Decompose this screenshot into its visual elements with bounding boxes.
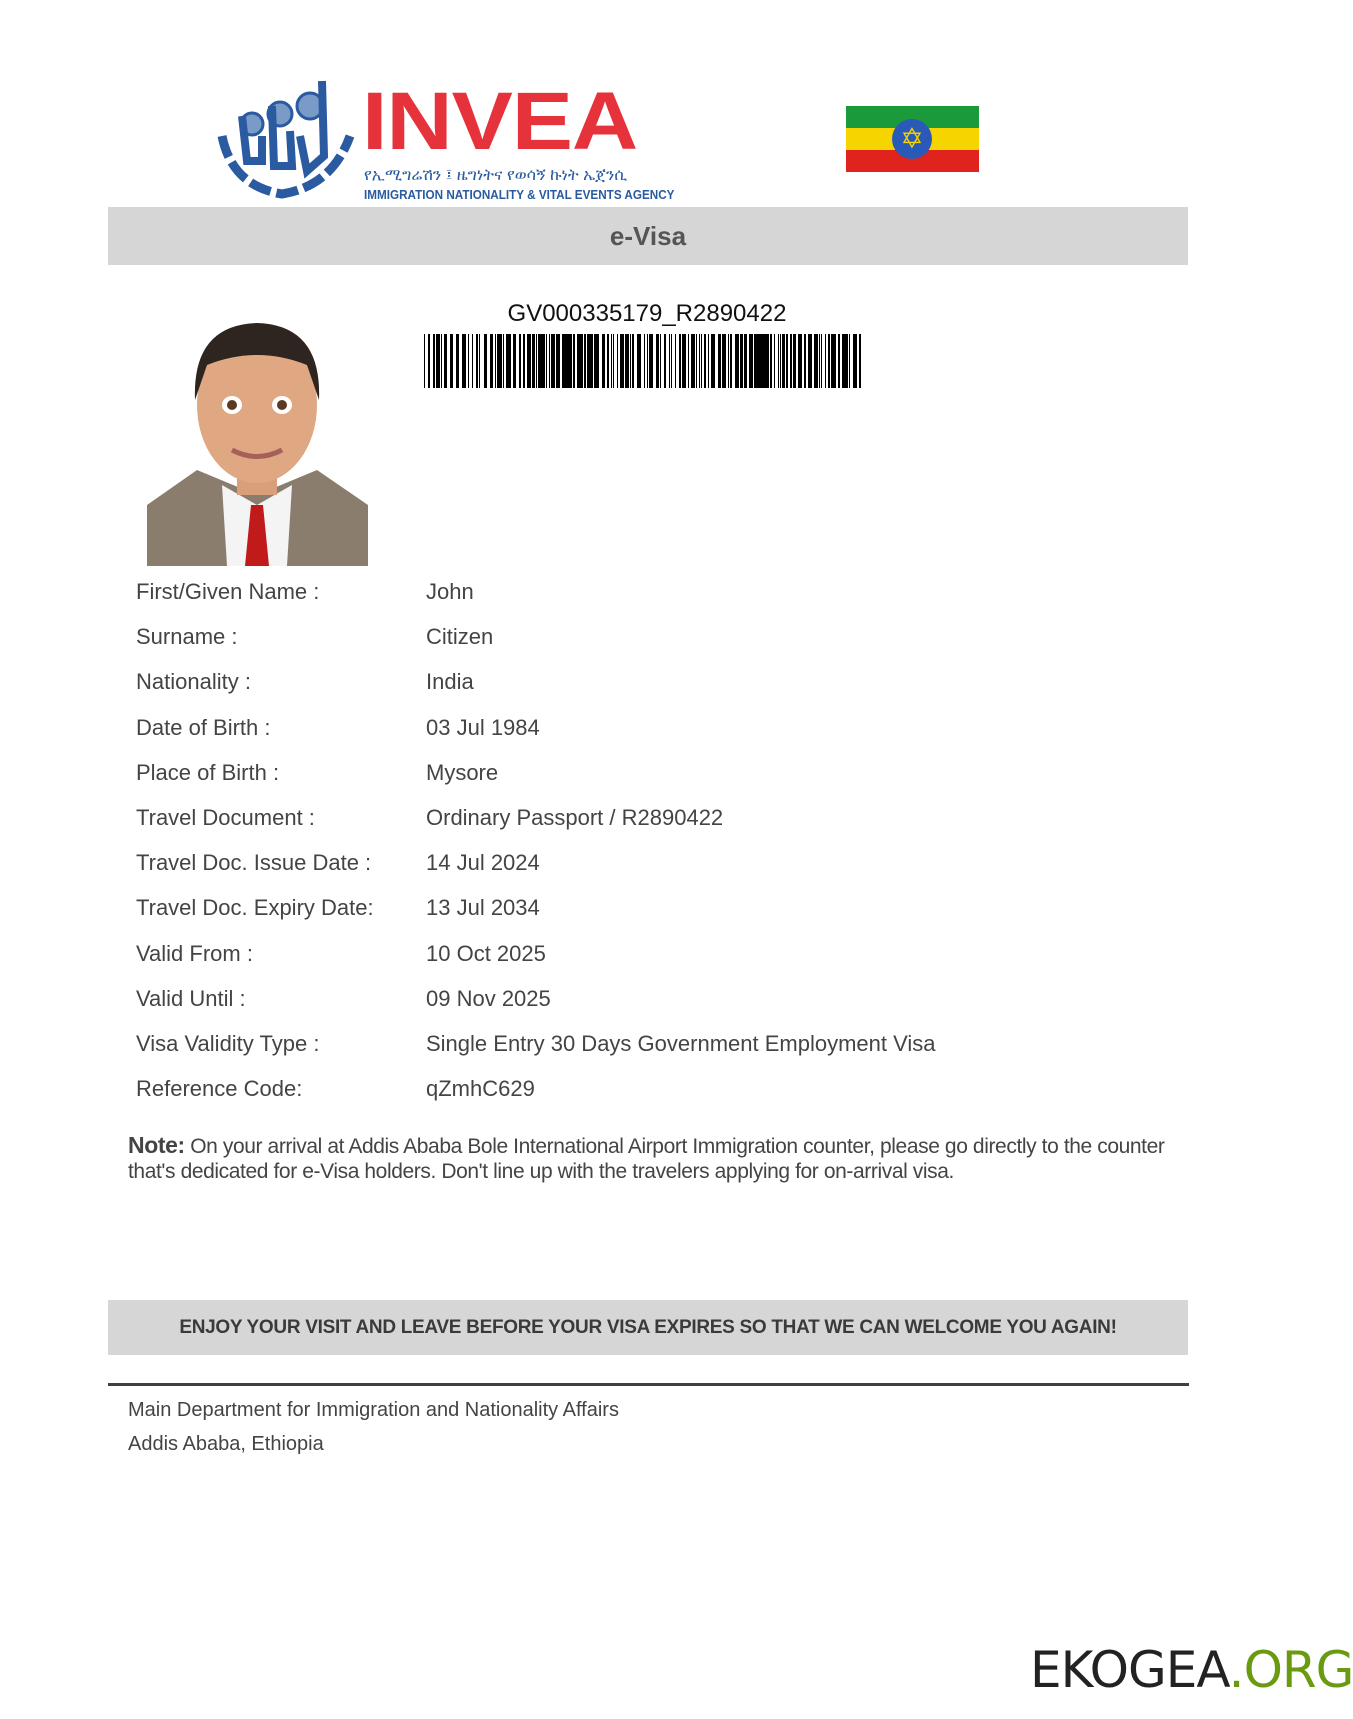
barcode-bar [551, 334, 555, 388]
watermark-name: EKOGEA [1030, 1641, 1229, 1699]
barcode-bar [755, 334, 759, 388]
note-text: On your arrival at Addis Ababa Bole International Airport Immigration counter, please go directly to the counter that's dedicated for e-Visa holders. Don't line up with the travelers applying for on-arrival visa. [128, 1135, 1165, 1183]
field-value: qZmhC629 [426, 1076, 535, 1102]
barcode-bar [845, 334, 848, 388]
barcode-bar [630, 334, 631, 388]
barcode-bar [538, 334, 541, 388]
barcode-bar [770, 334, 772, 388]
barcode-bar [814, 334, 818, 388]
barcode-bar [441, 334, 442, 388]
barcode-bar [573, 334, 575, 388]
barcode-bar [711, 334, 715, 388]
barcode-bar [577, 334, 581, 388]
barcode-bar [696, 334, 697, 388]
barcode-bar [649, 334, 651, 388]
barcode-bar [644, 334, 645, 388]
barcode-bar [468, 334, 469, 388]
barcode-bar [828, 334, 830, 388]
barcode-bar [765, 334, 769, 388]
barcode-bar [594, 334, 595, 388]
barcode-bar [611, 334, 612, 388]
address-line-2: Addis Ababa, Ethiopia [128, 1433, 324, 1455]
barcode-bar [701, 334, 702, 388]
barcode-bar [691, 334, 695, 388]
field-label: Travel Document : [136, 805, 315, 830]
barcode-bar [491, 334, 493, 388]
barcode-bar [741, 334, 743, 388]
barcode-bar [625, 334, 629, 388]
barcode-bar [519, 334, 521, 388]
barcode-bar [749, 334, 753, 388]
barcode-bar [688, 334, 689, 388]
barcode-bar [523, 334, 525, 388]
barcode-bar [699, 334, 700, 388]
field-value: Mysore [426, 759, 499, 785]
barcode [424, 334, 870, 388]
barcode-bar [513, 334, 516, 388]
farewell-text: ENJOY YOUR VISIT AND LEAVE BEFORE YOUR VISA EXPIRES SO THAT WE CAN WELCOME YOU AGAIN! [179, 1317, 1117, 1338]
barcode-bar [617, 334, 618, 388]
barcode-bar [532, 334, 533, 388]
barcode-bar [462, 334, 466, 388]
field-label: Nationality : [136, 669, 251, 695]
barcode-bar [859, 334, 861, 388]
barcode-bar [424, 334, 425, 388]
barcode-bar [582, 334, 583, 388]
barcode-bar [669, 334, 670, 388]
barcode-bar [842, 334, 845, 388]
barcode-bar [490, 334, 491, 388]
barcode-bar [433, 334, 435, 388]
barcode-bar [798, 334, 802, 388]
barcode-bar [568, 334, 572, 388]
barcode-bar [728, 334, 729, 388]
barcode-bar [838, 334, 840, 388]
logo-english-name: IMMIGRATION NATIONALITY & VITAL EVENTS AGENCY [364, 187, 675, 202]
barcode-bar [708, 334, 709, 388]
barcode-bar [782, 334, 785, 388]
barcode-bar [588, 334, 592, 388]
logo-amharic-name: የኢሚግሬሽን ፤ ዜግነትና የወሳኝ ኩነት ኤጀንሲ [364, 167, 628, 184]
barcode-bar [664, 334, 666, 388]
barcode-bar [794, 334, 795, 388]
barcode-bar [495, 334, 496, 388]
field-value: 10 Oct 2025 [426, 940, 546, 966]
barcode-bar [790, 334, 792, 388]
barcode-bar [607, 334, 609, 388]
field-label: First/Given Name : [136, 579, 320, 604]
barcode-bar [566, 334, 568, 388]
barcode-bar [730, 334, 732, 388]
barcode-bar [778, 334, 779, 388]
barcode-bar [536, 334, 537, 388]
field-label: Travel Doc. Issue Date : [136, 850, 372, 876]
barcode-bar [680, 334, 681, 388]
barcode-bar [671, 334, 672, 388]
barcode-bar [808, 334, 812, 388]
field-label: Valid Until : [136, 985, 246, 1011]
barcode-bar [613, 334, 614, 388]
field-label: Surname : [136, 624, 238, 650]
field-label: Reference Code: [136, 1076, 303, 1102]
barcode-bar [849, 334, 850, 388]
barcode-bar [497, 334, 501, 388]
document-title-band [108, 207, 1188, 265]
note-label: Note: [128, 1132, 185, 1158]
barcode-bar [675, 334, 676, 388]
barcode-bar [592, 334, 593, 388]
invea-logo [212, 76, 696, 205]
barcode-bar [581, 334, 582, 388]
barcode-bar [444, 334, 447, 388]
watermark-tld: .ORG [1228, 1641, 1353, 1699]
barcode-bar [819, 334, 820, 388]
barcode-bar [620, 334, 624, 388]
barcode-bar [804, 334, 806, 388]
barcode-bar [821, 334, 822, 388]
star-emblem-icon: ✡ [892, 119, 932, 159]
barcode-bar [527, 334, 531, 388]
barcode-bar [786, 334, 788, 388]
barcode-bar [722, 334, 726, 388]
field-label: Travel Doc. Expiry Date: [136, 895, 374, 921]
barcode-bar [546, 334, 547, 388]
barcode-bar [735, 334, 739, 388]
barcode-bar [679, 334, 680, 388]
applicant-photo [147, 305, 368, 566]
barcode-bar [740, 334, 741, 388]
barcode-bar [428, 334, 430, 388]
barcode-bar [484, 334, 487, 388]
barcode-bar [472, 334, 473, 388]
barcode-bar [563, 334, 566, 388]
barcode-bar [584, 334, 586, 388]
field-value: John [426, 579, 474, 604]
barcode-bar [508, 334, 511, 388]
field-value: India [426, 669, 474, 695]
barcode-bar [825, 334, 826, 388]
barcode-bar [541, 334, 545, 388]
field-value: Single Entry 30 Days Government Employment Visa [426, 1031, 936, 1056]
barcode-bar [759, 334, 760, 388]
field-value: 13 Jul 2034 [426, 895, 540, 921]
barcode-bar [833, 334, 836, 388]
document-title: e-Visa [609, 221, 687, 251]
barcode-bar [761, 334, 763, 388]
barcode-number: GV000335179_R2890422 [507, 300, 787, 327]
barcode-bar [450, 334, 453, 388]
barcode-bar [637, 334, 641, 388]
field-label: Valid From : [136, 940, 253, 966]
barcode-bar [774, 334, 775, 388]
agency-emblem-icon [212, 76, 362, 205]
field-value: Ordinary Passport / R2890422 [426, 805, 724, 830]
ethiopia-flag [846, 106, 979, 172]
barcode-bar [562, 334, 563, 388]
barcode-bar [853, 334, 857, 388]
field-value: 14 Jul 2024 [426, 850, 540, 876]
arrival-note [128, 1133, 1178, 1184]
barcode-bar [718, 334, 721, 388]
barcode-bar [682, 334, 686, 388]
barcode-bar [556, 334, 560, 388]
field-label: Date of Birth : [136, 714, 271, 740]
barcode-bar [503, 334, 504, 388]
barcode-bar [704, 334, 706, 388]
barcode-bar [501, 334, 502, 388]
footer-divider [108, 1383, 1189, 1386]
logo-acronym: INVEA [362, 76, 638, 167]
barcode-bar [437, 334, 439, 388]
barcode-bar [479, 334, 480, 388]
barcode-bar [744, 334, 747, 388]
field-label: Visa Validity Type : [136, 1031, 320, 1056]
barcode-bar [632, 334, 634, 388]
barcode-bar [656, 334, 659, 388]
barcode-bar [660, 334, 661, 388]
barcode-bar [602, 334, 605, 388]
barcode-bar [831, 334, 833, 388]
field-value: 09 Nov 2025 [426, 985, 551, 1011]
barcode-bar [763, 334, 764, 388]
barcode-bar [476, 334, 478, 388]
barcode-bar [596, 334, 599, 388]
barcode-bar [647, 334, 648, 388]
barcode-bar [533, 334, 535, 388]
watermark-brand [1030, 1640, 1353, 1700]
barcode-bar [456, 334, 459, 388]
barcode-bar [439, 334, 440, 388]
address-line-1: Main Department for Immigration and Nationality Affairs [128, 1399, 619, 1421]
field-label: Place of Birth : [136, 759, 280, 785]
field-value: Citizen [426, 624, 494, 650]
barcode-bar [780, 334, 781, 388]
farewell-banner [108, 1300, 1188, 1355]
field-value: 03 Jul 1984 [426, 714, 540, 740]
barcode-bar [549, 334, 550, 388]
barcode-bar [651, 334, 653, 388]
